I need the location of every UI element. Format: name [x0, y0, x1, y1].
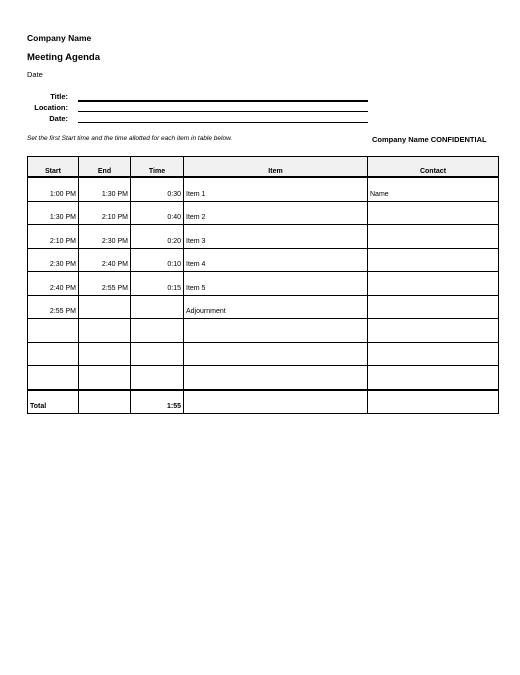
- company-name: Company Name: [27, 33, 92, 43]
- end-cell[interactable]: [79, 366, 131, 390]
- table-row: [28, 295, 499, 319]
- contact-cell[interactable]: [368, 272, 499, 296]
- column-header-end: End: [79, 157, 131, 178]
- confidential-label: Company Name CONFIDENTIAL: [372, 135, 487, 144]
- contact-cell[interactable]: [368, 295, 499, 319]
- start-cell[interactable]: [28, 342, 79, 366]
- table-header-row: [28, 157, 499, 178]
- date-label: Date:: [49, 114, 68, 123]
- item-cell[interactable]: Item 4: [184, 248, 368, 272]
- total-time: 1:55: [131, 390, 184, 414]
- item-cell[interactable]: [184, 319, 368, 343]
- end-cell[interactable]: 1:30 PM: [79, 177, 131, 201]
- table-row: [28, 272, 499, 296]
- start-cell[interactable]: 2:10 PM: [28, 225, 79, 249]
- column-header-item: Item: [184, 157, 368, 178]
- time-cell[interactable]: 0:30: [131, 177, 184, 201]
- table-row: [28, 177, 499, 201]
- start-cell[interactable]: 1:00 PM: [28, 177, 79, 201]
- start-cell[interactable]: [28, 319, 79, 343]
- time-cell[interactable]: [131, 319, 184, 343]
- end-cell[interactable]: [79, 295, 131, 319]
- item-cell[interactable]: [184, 366, 368, 390]
- time-cell[interactable]: 0:20: [131, 225, 184, 249]
- item-cell[interactable]: Item 1: [184, 177, 368, 201]
- table-row: [28, 225, 499, 249]
- contact-cell[interactable]: [368, 248, 499, 272]
- time-cell[interactable]: 0:15: [131, 272, 184, 296]
- start-cell[interactable]: [28, 366, 79, 390]
- end-cell[interactable]: 2:40 PM: [79, 248, 131, 272]
- item-cell[interactable]: [184, 342, 368, 366]
- start-cell[interactable]: 2:55 PM: [28, 295, 79, 319]
- instructions-text: Set the first Start time and the time allotted for each item in table below.: [27, 135, 233, 142]
- item-cell[interactable]: Item 2: [184, 201, 368, 225]
- location-field[interactable]: [78, 111, 368, 112]
- time-cell[interactable]: 0:40: [131, 201, 184, 225]
- item-cell[interactable]: Item 5: [184, 272, 368, 296]
- end-cell[interactable]: [79, 342, 131, 366]
- time-cell[interactable]: [131, 342, 184, 366]
- column-header-time: Time: [131, 157, 184, 178]
- title-field[interactable]: [78, 100, 368, 102]
- table-row: [28, 319, 499, 343]
- total-row: [28, 390, 499, 414]
- time-cell[interactable]: 0:10: [131, 248, 184, 272]
- end-cell[interactable]: 2:55 PM: [79, 272, 131, 296]
- contact-cell[interactable]: [368, 225, 499, 249]
- end-cell[interactable]: 2:10 PM: [79, 201, 131, 225]
- start-cell[interactable]: 2:30 PM: [28, 248, 79, 272]
- table-row: [28, 201, 499, 225]
- date-field[interactable]: [78, 122, 368, 123]
- document-date: Date: [27, 70, 43, 79]
- table-row: [28, 248, 499, 272]
- total-contact-cell: [368, 390, 499, 414]
- document-title: Meeting Agenda: [27, 52, 101, 63]
- contact-cell[interactable]: [368, 366, 499, 390]
- contact-cell[interactable]: [368, 201, 499, 225]
- total-item-cell: [184, 390, 368, 414]
- table-row: [28, 342, 499, 366]
- start-cell[interactable]: 1:30 PM: [28, 201, 79, 225]
- table-row: [28, 366, 499, 390]
- end-cell[interactable]: [79, 319, 131, 343]
- column-header-contact: Contact: [368, 157, 499, 178]
- time-cell[interactable]: [131, 366, 184, 390]
- location-label: Location:: [34, 103, 68, 112]
- item-cell[interactable]: Adjournment: [184, 295, 368, 319]
- column-header-start: Start: [28, 157, 79, 178]
- total-label: Total: [28, 390, 79, 414]
- item-cell[interactable]: Item 3: [184, 225, 368, 249]
- title-label: Title:: [50, 92, 68, 101]
- agenda-table: [27, 156, 499, 414]
- contact-cell[interactable]: Name: [368, 177, 499, 201]
- end-cell[interactable]: 2:30 PM: [79, 225, 131, 249]
- time-cell[interactable]: [131, 295, 184, 319]
- total-end-cell: [79, 390, 131, 414]
- contact-cell[interactable]: [368, 342, 499, 366]
- start-cell[interactable]: 2:40 PM: [28, 272, 79, 296]
- contact-cell[interactable]: [368, 319, 499, 343]
